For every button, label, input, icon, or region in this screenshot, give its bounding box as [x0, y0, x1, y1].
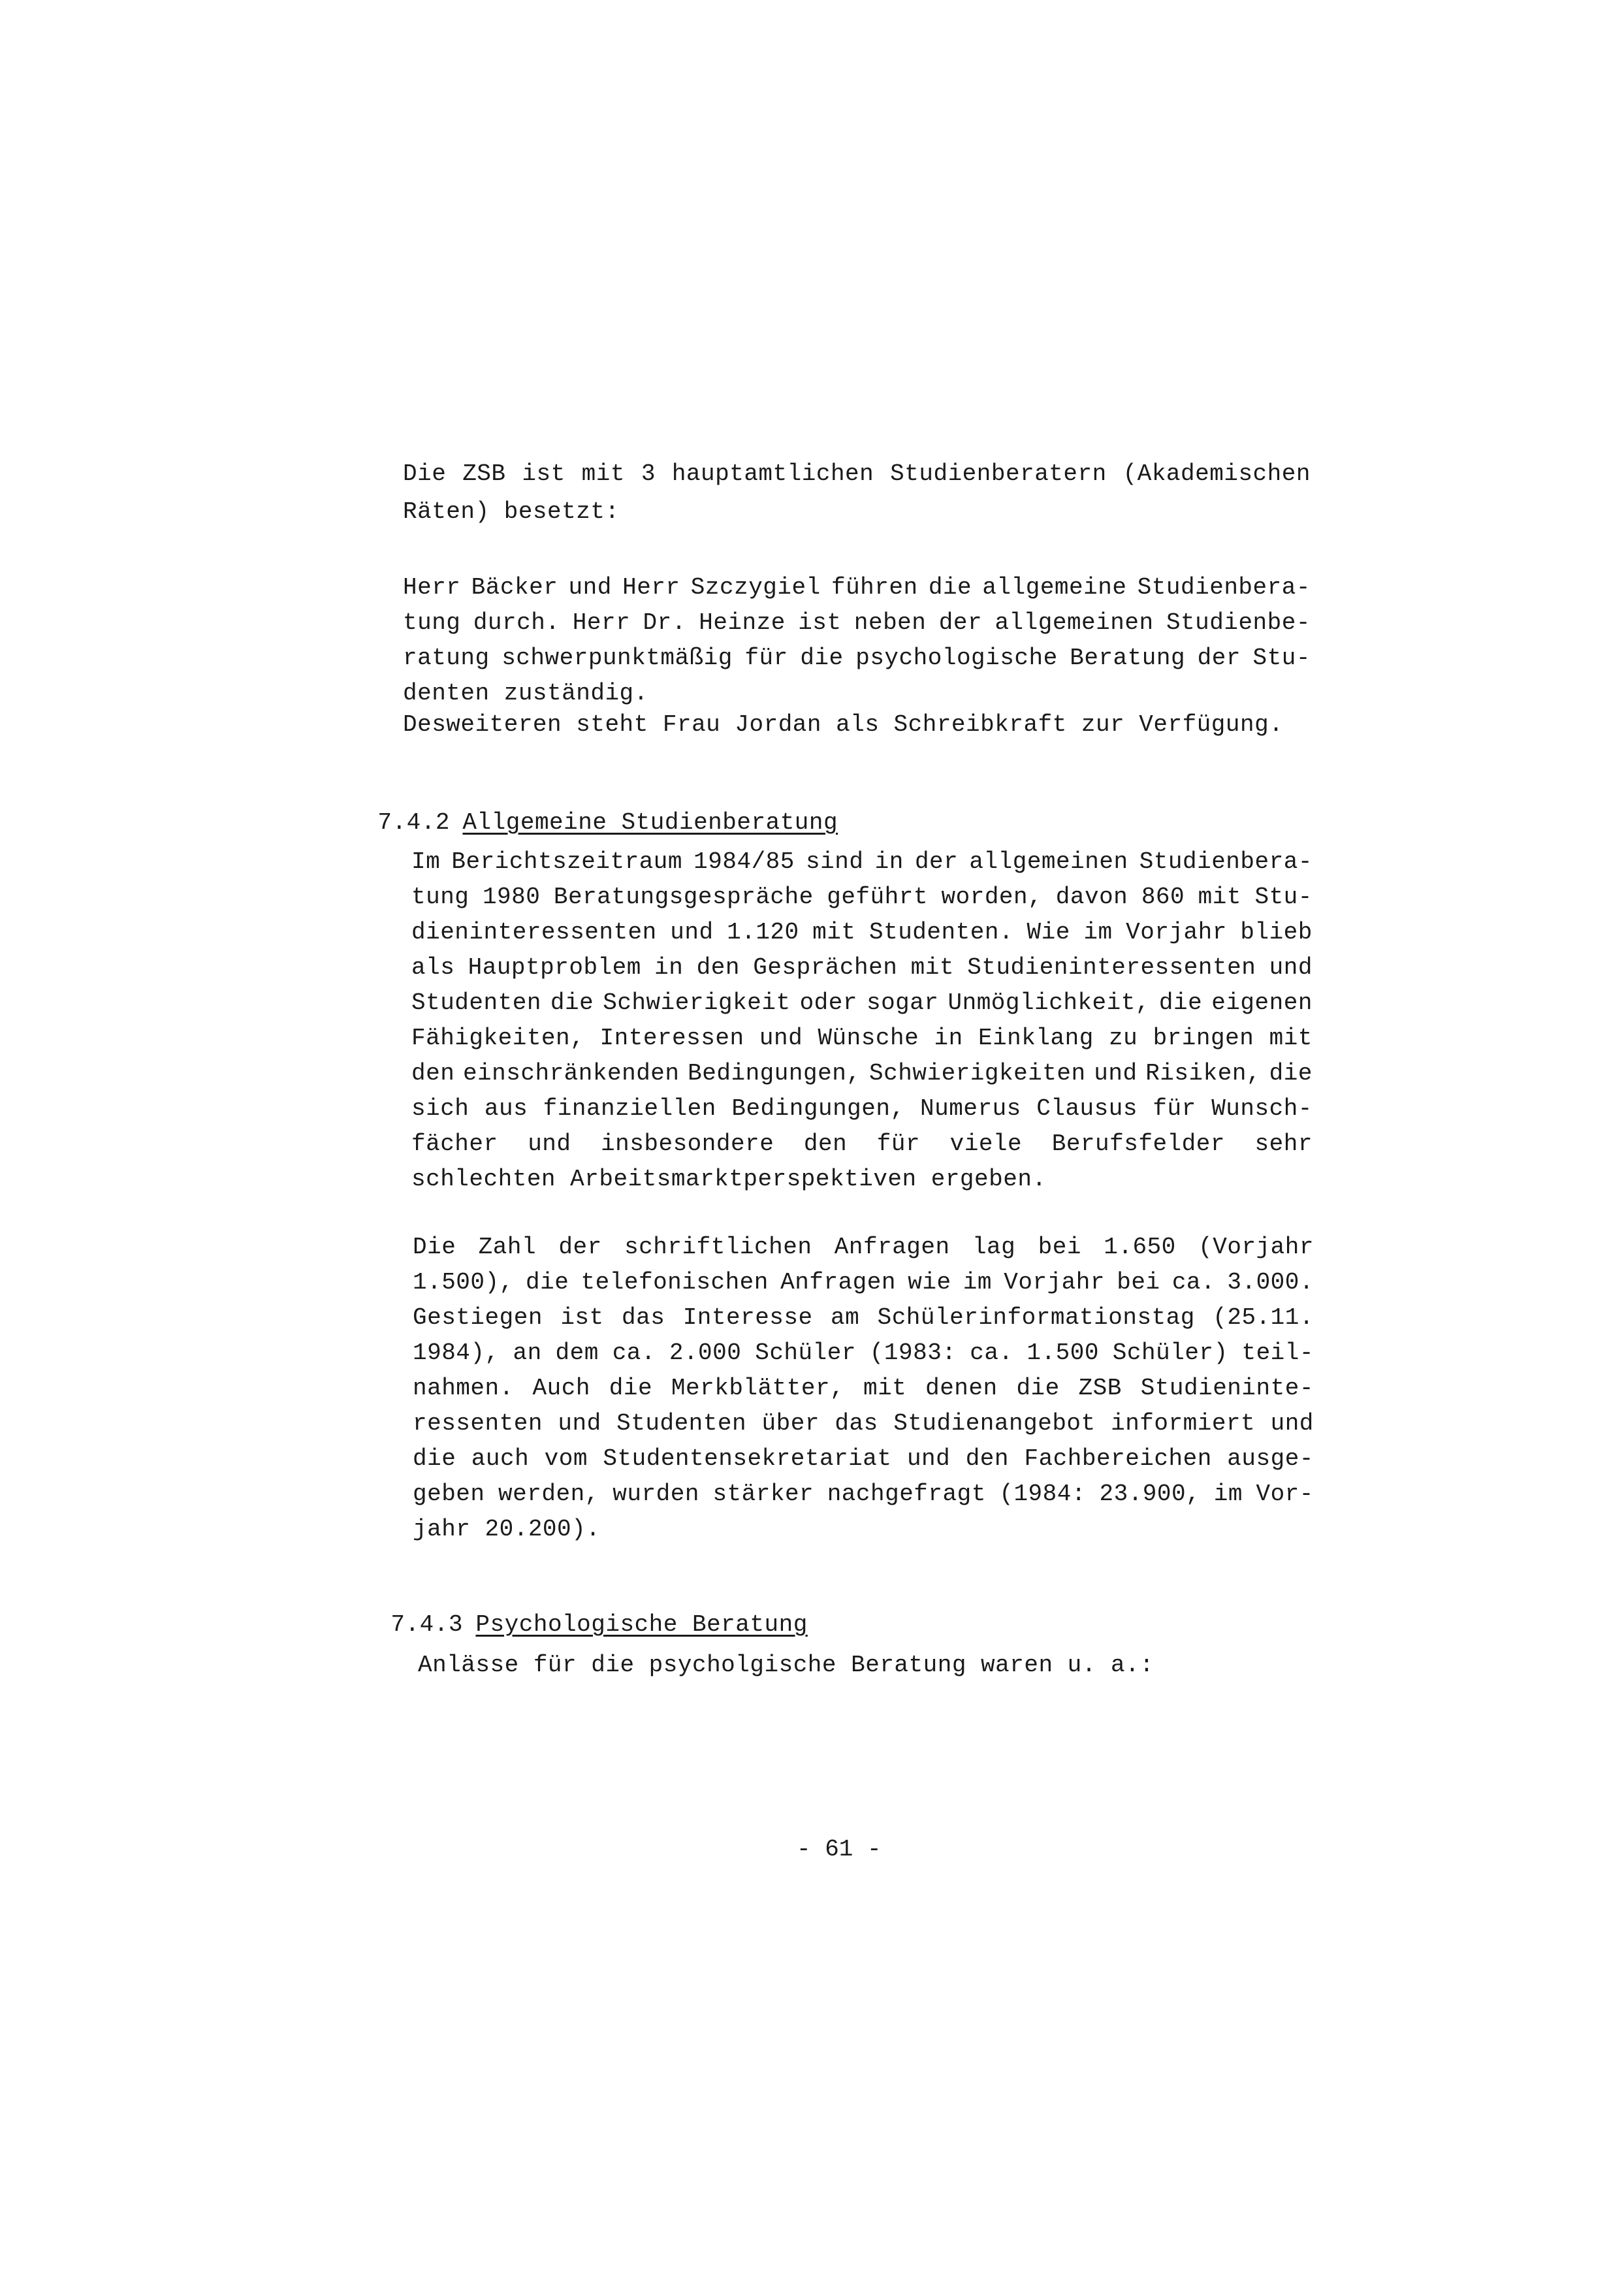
word: Wünsche: [818, 1025, 919, 1051]
word: Stu-: [1254, 884, 1313, 910]
word: allgemeinen: [969, 848, 1128, 875]
word: 860: [1141, 884, 1185, 910]
word: die: [609, 1375, 653, 1402]
word: Studienbera-: [1137, 574, 1311, 601]
word: (Vorjahr: [1198, 1234, 1314, 1260]
word: der: [938, 609, 983, 636]
word: Wunsch-: [1211, 1095, 1313, 1122]
text-line: schlechten Arbeitsmarktperspektiven ergeben.: [411, 1166, 1047, 1193]
word: mit: [910, 954, 954, 981]
word: 1.120: [727, 919, 799, 946]
word: den: [411, 1060, 455, 1087]
word: insbesondere: [601, 1131, 774, 1157]
word: Schüler: [755, 1340, 856, 1366]
word: Auch: [532, 1375, 590, 1402]
text-line: [413, 1375, 1314, 1402]
section-title: Psychologische Beratung: [475, 1611, 808, 1638]
word: und: [906, 1445, 951, 1472]
word: tung: [403, 609, 461, 636]
word: 1984/85: [693, 848, 795, 875]
word: der: [914, 848, 959, 875]
word: geben: [413, 1481, 485, 1507]
word: durch.: [473, 609, 560, 636]
word: sich: [411, 1095, 470, 1122]
word: und: [558, 1410, 601, 1437]
word: Studieninte-: [1140, 1375, 1314, 1402]
section-number: 7.4.3: [390, 1611, 463, 1638]
word: denen: [925, 1375, 998, 1402]
word: lag: [972, 1234, 1016, 1260]
text-line: [411, 990, 1313, 1016]
word: im: [963, 1269, 993, 1296]
text-line: jahr 20.200).: [413, 1516, 601, 1543]
text-line: [413, 1446, 1314, 1472]
word: dem: [555, 1340, 599, 1366]
word: mit: [1198, 884, 1241, 910]
word: telefonischen: [581, 1269, 769, 1296]
word: die: [525, 1269, 569, 1296]
page-number: - 61 -: [797, 1836, 882, 1863]
word: ist: [522, 460, 565, 487]
word: blieb: [1240, 919, 1313, 946]
word: und: [1269, 954, 1313, 981]
text-line: [413, 1411, 1314, 1437]
word: nachgefragt: [827, 1481, 986, 1507]
word: Dr.: [643, 609, 686, 636]
section-number: 7.4.2: [377, 809, 450, 836]
word: am: [831, 1304, 860, 1331]
word: (Akademischen: [1122, 460, 1311, 487]
word: ressenten: [413, 1410, 543, 1437]
word: 23.900,: [1099, 1481, 1201, 1507]
word: psychologische: [855, 645, 1058, 671]
word: Vor-: [1256, 1481, 1314, 1507]
word: die: [1158, 989, 1203, 1016]
text-line: Anlässe für die psycholgische Beratung waren u. a.:: [418, 1652, 1154, 1678]
word: und: [568, 574, 612, 601]
word: Fachbereichen: [1024, 1445, 1212, 1472]
text-line: [411, 955, 1313, 981]
word: Berichtszeitraum: [451, 848, 683, 875]
word: mit: [581, 460, 625, 487]
word: eigenen: [1211, 989, 1313, 1016]
text-line: denten zuständig.: [403, 680, 648, 707]
section-title: Allgemeine Studienberatung: [462, 809, 838, 836]
word: die: [1016, 1375, 1060, 1402]
text-line: Räten) besetzt:: [403, 498, 620, 525]
word: informiert: [1111, 1410, 1256, 1437]
word: und: [1094, 1060, 1138, 1087]
word: sehr: [1254, 1131, 1313, 1157]
word: Gestiegen: [413, 1304, 543, 1331]
word: vom: [544, 1445, 588, 1472]
word: Einklang: [978, 1025, 1094, 1051]
text-line: [403, 461, 1311, 487]
word: hauptamtlichen: [671, 460, 874, 487]
word: an: [513, 1340, 542, 1366]
word: worden,: [941, 884, 1043, 910]
word: Anfragen: [834, 1234, 950, 1260]
word: bei: [1038, 1234, 1081, 1260]
word: als: [411, 954, 455, 981]
word: Herr: [622, 574, 680, 601]
word: geführt: [827, 884, 928, 910]
word: nahmen.: [413, 1375, 514, 1402]
word: Risiken,: [1145, 1060, 1262, 1087]
word: mit: [812, 919, 856, 946]
word: 1.500: [1027, 1340, 1099, 1366]
word: auch: [471, 1445, 530, 1472]
word: Bedingungen,: [731, 1095, 905, 1122]
text-line: [403, 610, 1311, 636]
text-line: [413, 1270, 1314, 1296]
word: 2.000: [669, 1340, 742, 1366]
word: führen: [831, 574, 918, 601]
word: schriftlichen: [624, 1234, 812, 1260]
word: sogar: [866, 989, 939, 1016]
word: die: [413, 1445, 456, 1472]
word: (1983:: [869, 1340, 957, 1366]
text-line: [403, 645, 1311, 671]
word: ca.: [612, 1340, 656, 1366]
word: Interesse: [682, 1304, 813, 1331]
word: im: [1083, 919, 1113, 946]
word: Herr: [572, 609, 631, 636]
word: Studieninteressenten: [967, 954, 1256, 981]
word: Fähigkeiten,: [411, 1025, 585, 1051]
word: den: [696, 954, 740, 981]
word: werden,: [498, 1481, 599, 1507]
word: Studienberatern: [890, 460, 1107, 487]
word: der: [1197, 645, 1241, 671]
word: ausge-: [1227, 1445, 1314, 1472]
word: Anfragen: [780, 1269, 896, 1296]
text-line: [411, 1131, 1313, 1157]
word: ZSB: [1078, 1375, 1122, 1402]
word: (25.11.: [1213, 1304, 1314, 1331]
word: ca.: [1171, 1269, 1216, 1296]
word: Gesprächen: [753, 954, 898, 981]
word: 1.650: [1104, 1234, 1176, 1260]
word: viele: [949, 1131, 1023, 1157]
word: und: [1270, 1410, 1314, 1437]
word: den: [965, 1445, 1010, 1472]
word: Schüler): [1112, 1340, 1228, 1366]
text-line: [413, 1234, 1314, 1260]
word: für: [744, 645, 788, 671]
word: Berufsfelder: [1051, 1131, 1225, 1157]
word: bei: [1117, 1269, 1160, 1296]
word: Studenten: [411, 989, 541, 1016]
word: und: [759, 1025, 803, 1051]
word: davon: [1055, 884, 1128, 910]
word: für: [876, 1131, 921, 1157]
word: mit: [863, 1375, 907, 1402]
word: und: [670, 919, 714, 946]
text-line: [411, 920, 1313, 946]
word: Im: [411, 848, 441, 875]
word: ist: [798, 609, 842, 636]
word: in: [934, 1025, 963, 1051]
word: sind: [806, 848, 864, 875]
word: 1984),: [413, 1340, 500, 1366]
word: einschränkenden: [462, 1060, 680, 1087]
word: Studienangebot: [893, 1410, 1096, 1437]
text-line: [411, 1025, 1313, 1051]
word: Die: [403, 460, 447, 487]
word: allgemeinen: [995, 609, 1154, 636]
word: ca.: [970, 1340, 1013, 1366]
word: 1980: [482, 884, 541, 910]
word: Studienbera-: [1139, 848, 1313, 875]
word: Hauptproblem: [468, 954, 641, 981]
word: wie: [908, 1269, 951, 1296]
word: der: [558, 1234, 602, 1260]
word: die: [800, 645, 844, 671]
text-line: [411, 1096, 1313, 1122]
word: allgemeine: [982, 574, 1127, 601]
word: die: [928, 574, 972, 601]
word: tung: [411, 884, 470, 910]
text-line: [413, 1481, 1314, 1507]
word: im: [1213, 1481, 1243, 1507]
word: finanziellen: [543, 1095, 716, 1122]
word: Wie: [1027, 919, 1070, 946]
text-line: Desweiteren steht Frau Jordan als Schreibkraft zur Verfügung.: [403, 711, 1284, 738]
word: Heinze: [699, 609, 786, 636]
word: Schülerinformationstag: [877, 1304, 1195, 1331]
word: das: [835, 1410, 878, 1437]
word: Interessen: [599, 1025, 744, 1051]
word: Studienbe-: [1166, 609, 1311, 636]
word: dieninteressenten: [411, 919, 657, 946]
text-line: [403, 575, 1311, 601]
word: schwerpunktmäßig: [502, 645, 733, 671]
word: Schwierigkeiten: [869, 1060, 1086, 1087]
word: über: [761, 1410, 820, 1437]
word: Vorjahr: [1004, 1269, 1105, 1296]
word: in: [874, 848, 904, 875]
word: Bedingungen,: [688, 1060, 861, 1087]
word: fächer: [411, 1131, 498, 1157]
word: Herr: [403, 574, 461, 601]
word: Beratung: [1070, 645, 1186, 671]
word: Zahl: [478, 1234, 537, 1260]
word: Szczygiel: [690, 574, 821, 601]
word: stärker: [712, 1481, 814, 1507]
word: den: [803, 1131, 848, 1157]
word: ist: [560, 1304, 604, 1331]
text-line: [411, 849, 1313, 875]
word: die: [550, 989, 594, 1016]
word: Bäcker: [471, 574, 558, 601]
word: ratung: [403, 645, 490, 671]
word: teil-: [1241, 1340, 1314, 1366]
word: in: [654, 954, 684, 981]
word: Vorjahr: [1126, 919, 1227, 946]
word: für: [1153, 1095, 1196, 1122]
word: (1984:: [999, 1481, 1086, 1507]
word: Merkblätter,: [671, 1375, 845, 1402]
word: Schwierigkeit: [603, 989, 791, 1016]
word: und: [528, 1131, 571, 1157]
word: 3: [641, 460, 656, 487]
word: mit: [1269, 1025, 1313, 1051]
word: Numerus: [920, 1095, 1021, 1122]
word: oder: [799, 989, 857, 1016]
word: neben: [853, 609, 927, 636]
word: ZSB: [462, 460, 506, 487]
word: Unmöglichkeit,: [947, 989, 1150, 1016]
word: 3.000.: [1227, 1269, 1314, 1296]
word: das: [622, 1304, 665, 1331]
word: die: [1269, 1060, 1313, 1087]
word: Stu-: [1252, 645, 1311, 671]
word: zu: [1109, 1025, 1138, 1051]
word: Studentensekretariat: [603, 1445, 892, 1472]
word: Beratungsgespräche: [553, 884, 814, 910]
word: wurden: [613, 1481, 699, 1507]
word: Studenten.: [868, 919, 1014, 946]
word: aus: [484, 1095, 528, 1122]
text-line: [413, 1305, 1314, 1331]
word: Studenten: [616, 1410, 747, 1437]
text-line: [413, 1340, 1314, 1366]
text-line: [411, 1061, 1313, 1087]
word: bringen: [1153, 1025, 1254, 1051]
word: 1.500),: [413, 1269, 514, 1296]
word: Clausus: [1036, 1095, 1138, 1122]
word: Die: [413, 1234, 456, 1260]
text-line: [411, 884, 1313, 910]
